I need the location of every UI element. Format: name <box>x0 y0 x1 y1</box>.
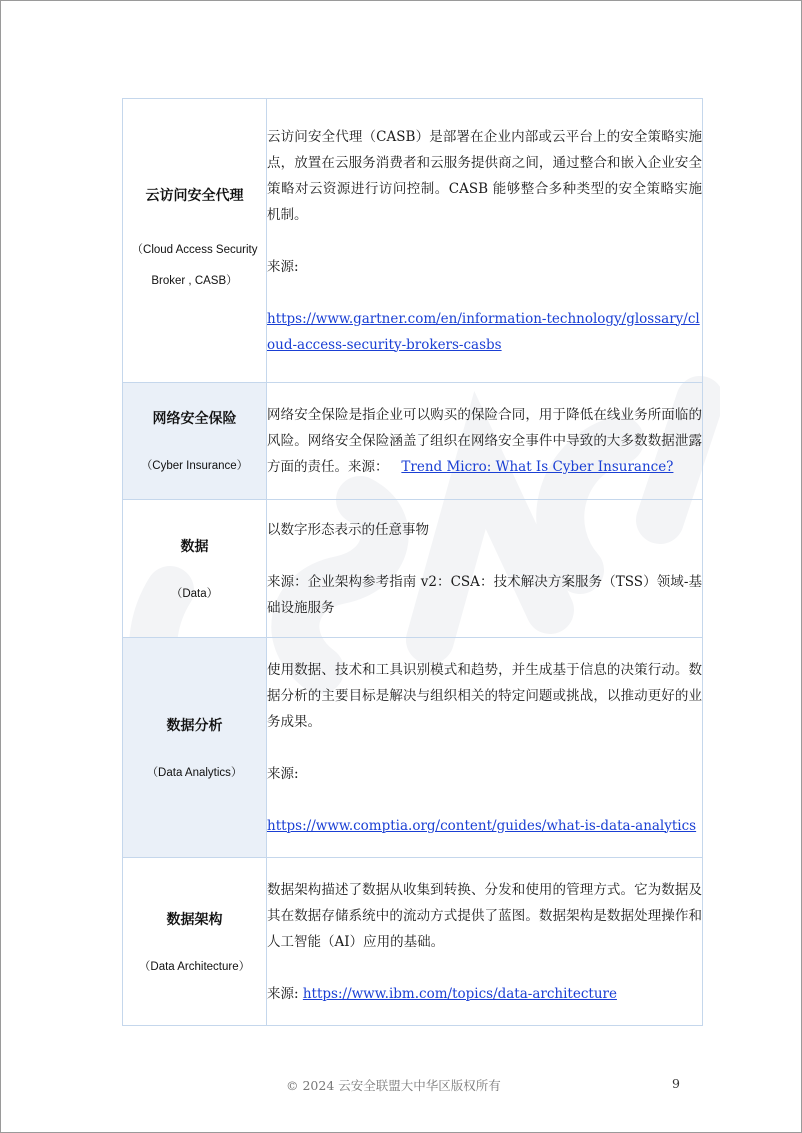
source-label: 来源: <box>267 258 299 275</box>
definition-text: 网络安全保险是指企业可以购买的保险合同，用于降低在线业务所面临的风险。网络安全保险涵盖了组织在网络安全事件中导致的大多数数据泄露方面的责任。来源： <box>267 407 702 475</box>
definition-cell <box>267 383 703 500</box>
table-row <box>123 638 703 858</box>
definition-cell <box>267 99 703 383</box>
glossary-table <box>122 98 703 1026</box>
definition-text: 使用数据、技术和工具识别模式和趋势，并生成基于信息的决策行动。数据分析的主要目标是解决与组织相关的特定问题或挑战，以推动更好的业务成果。 <box>267 661 702 730</box>
term-cell <box>123 638 267 858</box>
definition-cell <box>267 638 703 858</box>
term-chinese: 数据分析 <box>166 716 223 733</box>
table-row <box>123 500 703 638</box>
term-english: （Cyber Insurance） <box>140 460 249 472</box>
term-chinese: 数据 <box>180 537 209 554</box>
source-link[interactable]: Trend Micro: What Is Cyber Insurance? <box>401 459 674 475</box>
definition-cell <box>267 500 703 638</box>
term-chinese: 网络安全保险 <box>152 410 237 426</box>
definition-text: 数据架构描述了数据从收集到转换、分发和使用的管理方式。它为数据及其在数据存储系统中的流动方式提供了蓝图。数据架构是数据处理操作和人工智能（AI）应用的基础。 <box>267 881 702 950</box>
term-cell <box>123 383 267 500</box>
page-number: 9 <box>672 1076 680 1091</box>
table-row <box>123 858 703 1026</box>
term-english: Broker , CASB） <box>151 274 238 287</box>
term-chinese: 数据架构 <box>166 910 223 927</box>
term-cell <box>123 99 267 383</box>
source-link[interactable]: https://www.comptia.org/content/guides/what-is-data-analytics <box>267 817 697 834</box>
definition-text: 以数字形态表示的任意事物 <box>267 521 429 538</box>
definition-cell <box>267 858 703 1026</box>
source-label: 来源: <box>267 985 299 1002</box>
term-chinese: 云访问安全代理 <box>145 186 244 203</box>
page-footer <box>0 1076 802 1096</box>
source-link[interactable]: https://www.gartner.com/en/information-technology/glossary/cloud-access-security-brokers-casbs <box>267 310 700 353</box>
copyright-notice: © 2024 云安全联盟大中华区版权所有 <box>286 1078 501 1093</box>
term-english: （Data） <box>170 587 219 600</box>
term-cell <box>123 500 267 638</box>
table-row <box>123 99 703 383</box>
term-english: （Cloud Access Security <box>131 243 258 256</box>
term-cell <box>123 858 267 1026</box>
source-link[interactable]: https://www.ibm.com/topics/data-architecture <box>302 985 617 1002</box>
term-english: （Data Architecture） <box>138 960 251 973</box>
source-label: 来源: <box>267 765 299 782</box>
term-english: （Data Analytics） <box>146 766 243 779</box>
definition-text: 云访问安全代理（CASB）是部署在企业内部或云平台上的安全策略实施点，放置在云服务消费者和云服务提供商之间，通过整合和嵌入企业安全策略对云资源进行访问控制。CASB 能够整合多种类型的安全策略实施机制。 <box>267 128 702 223</box>
source-text: 来源：企业架构参考指南 v2：CSA：技术解决方案服务（TSS）领域-基础设施服务 <box>267 573 702 616</box>
table-row <box>123 383 703 500</box>
